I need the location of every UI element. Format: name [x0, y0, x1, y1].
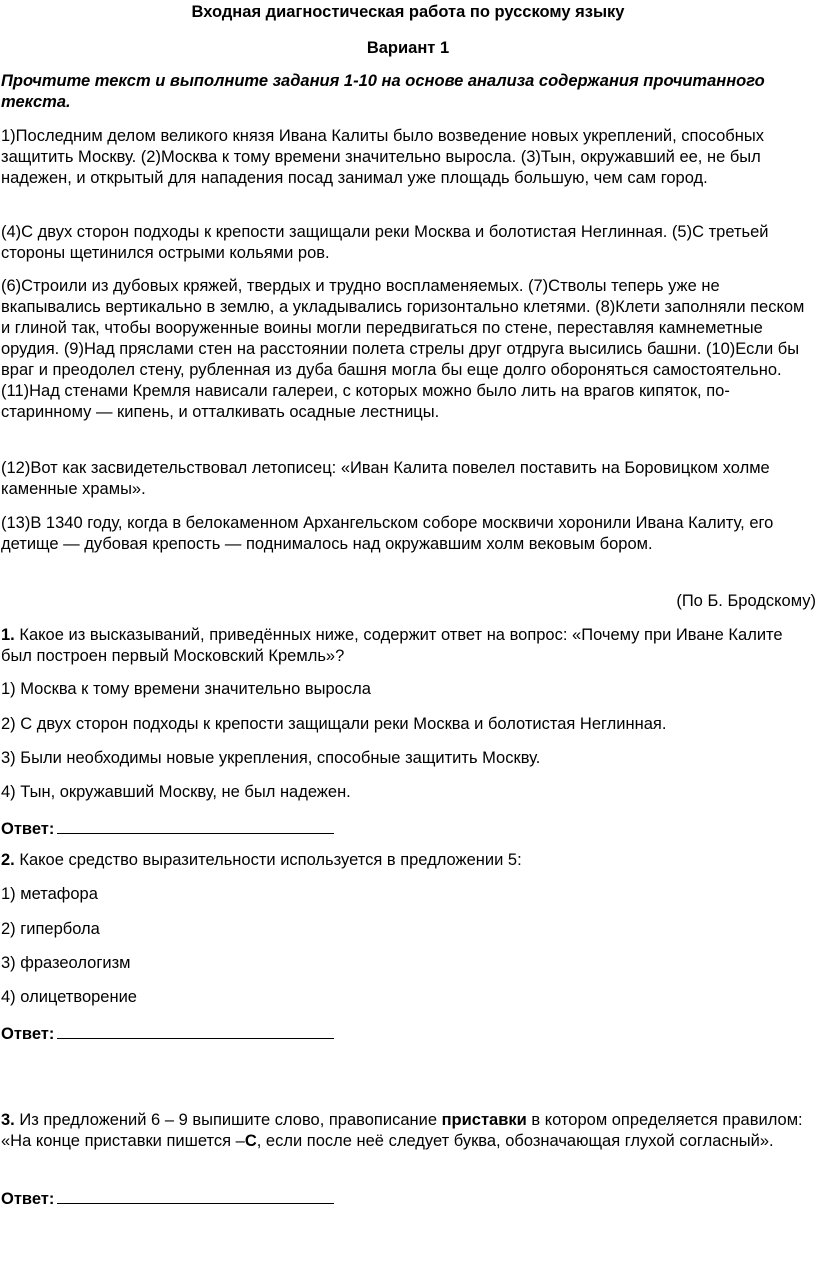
question-3-bold-word: приставки [441, 1111, 527, 1129]
question-2-option-2: 2) гипербола [1, 920, 100, 938]
text-paragraph-2: (4)С двух сторон подходы к крепости защищали реки Москва и болотистая Неглинная. (5)С третьей стороны щетинился острыми кольями ров. [1, 223, 769, 262]
question-2-option-4: 4) олицетворение [1, 988, 137, 1006]
document-title: Входная диагностическая работа по русскому языку [191, 3, 625, 21]
question-2-option-1: 1) метафора [1, 885, 98, 903]
question-1-answer-label: Ответ: [1, 820, 55, 838]
question-2-number: 2. [1, 851, 15, 869]
question-1-option-1: 1) Москва к тому времени значительно выросла [1, 680, 371, 698]
question-1 [1, 625, 813, 667]
text-source: (По Б. Бродскому) [676, 592, 816, 610]
question-1-number: 1. [1, 626, 15, 644]
instruction-text: Прочтите текст и выполните задания 1-10 на основе анализа содержания прочитанного текста. [1, 72, 765, 111]
question-1-answer-line[interactable] [57, 816, 334, 834]
question-2-answer-label: Ответ: [1, 1025, 55, 1043]
question-1-option-4: 4) Тын, окружавший Москву, не был надежен. [1, 783, 351, 801]
question-3-text-part-1: Из предложений 6 – 9 выпишите слово, правописание [14, 1111, 442, 1129]
question-3 [1, 1110, 813, 1152]
question-2 [1, 850, 813, 871]
question-3-answer-label: Ответ: [1, 1190, 55, 1208]
question-1-answer [1, 816, 813, 840]
question-3-number: 3. [1, 1111, 15, 1129]
text-paragraph-3: (6)Строили из дубовых кряжей, твердых и трудно воспламеняемых. (7)Стволы теперь уже не вкапывались вертикально в землю, а укладывались горизонтально клетями. (8)Клети заполняли песком и глиной так, чтобы вооруженные воины могли передвигаться по стене, переставляя камнеметные орудия. (9)Над пряслами стен на расстоянии полета стрелы друг отдруга высились башни. (10)Если бы враг и преодолел стену, рубленная из дуба башня могла бы еще долго обороняться самостоятельно. (11)Над стенами Кремля нависали галереи, с которых можно было лить на врагов кипяток, по-старинному — кипень, и отталкивать осадные лестницы. [1, 277, 805, 421]
question-3-answer [1, 1186, 813, 1210]
text-paragraph-4: (12)Вот как засвидетельствовал летописец: «Иван Калита повелел поставить на Боровицком холме каменные храмы». [1, 459, 770, 498]
question-2-answer-line[interactable] [57, 1021, 334, 1039]
question-2-text: Какое средство выразительности используется в предложении 5: [14, 851, 522, 869]
question-1-option-3: 3) Были необходимы новые укрепления, способные защитить Москву. [1, 749, 541, 767]
question-2-option-3: 3) фразеологизм [1, 954, 131, 972]
question-1-text: Какое из высказываний, приведённых ниже, содержит ответ на вопрос: «Почему при Иване Калите был построен первый Московский Кремль»? [1, 626, 783, 665]
text-paragraph-1: 1)Последним делом великого князя Ивана Калиты было возведение новых укреплений, способных защитить Москву. (2)Москва к тому времени значительно выросла. (3)Тын, окружавший ее, не был надежен, и открытый для нападения посад занимал уже площадь большую, чем сам город. [1, 127, 764, 187]
question-2-answer [1, 1021, 813, 1045]
question-3-answer-line[interactable] [57, 1186, 334, 1204]
question-1-option-2: 2) С двух сторон подходы к крепости защищали реки Москва и болотистая Неглинная. [1, 715, 667, 733]
question-3-text-part-3: , если после неё следует буква, обозначающая глухой согласный». [256, 1132, 774, 1150]
question-3-text-part-2: в котором определяется правилом: «На конце приставки пишется – [1, 1111, 803, 1150]
text-paragraph-5: (13)В 1340 году, когда в белокаменном Архангельском соборе москвичи хоронили Ивана Калиту, его детище — дубовая крепость — поднималось над окружавшим холм вековым бором. [1, 514, 774, 553]
question-3-bold-letter: С [244, 1132, 257, 1150]
variant-title: Вариант 1 [366, 39, 450, 57]
